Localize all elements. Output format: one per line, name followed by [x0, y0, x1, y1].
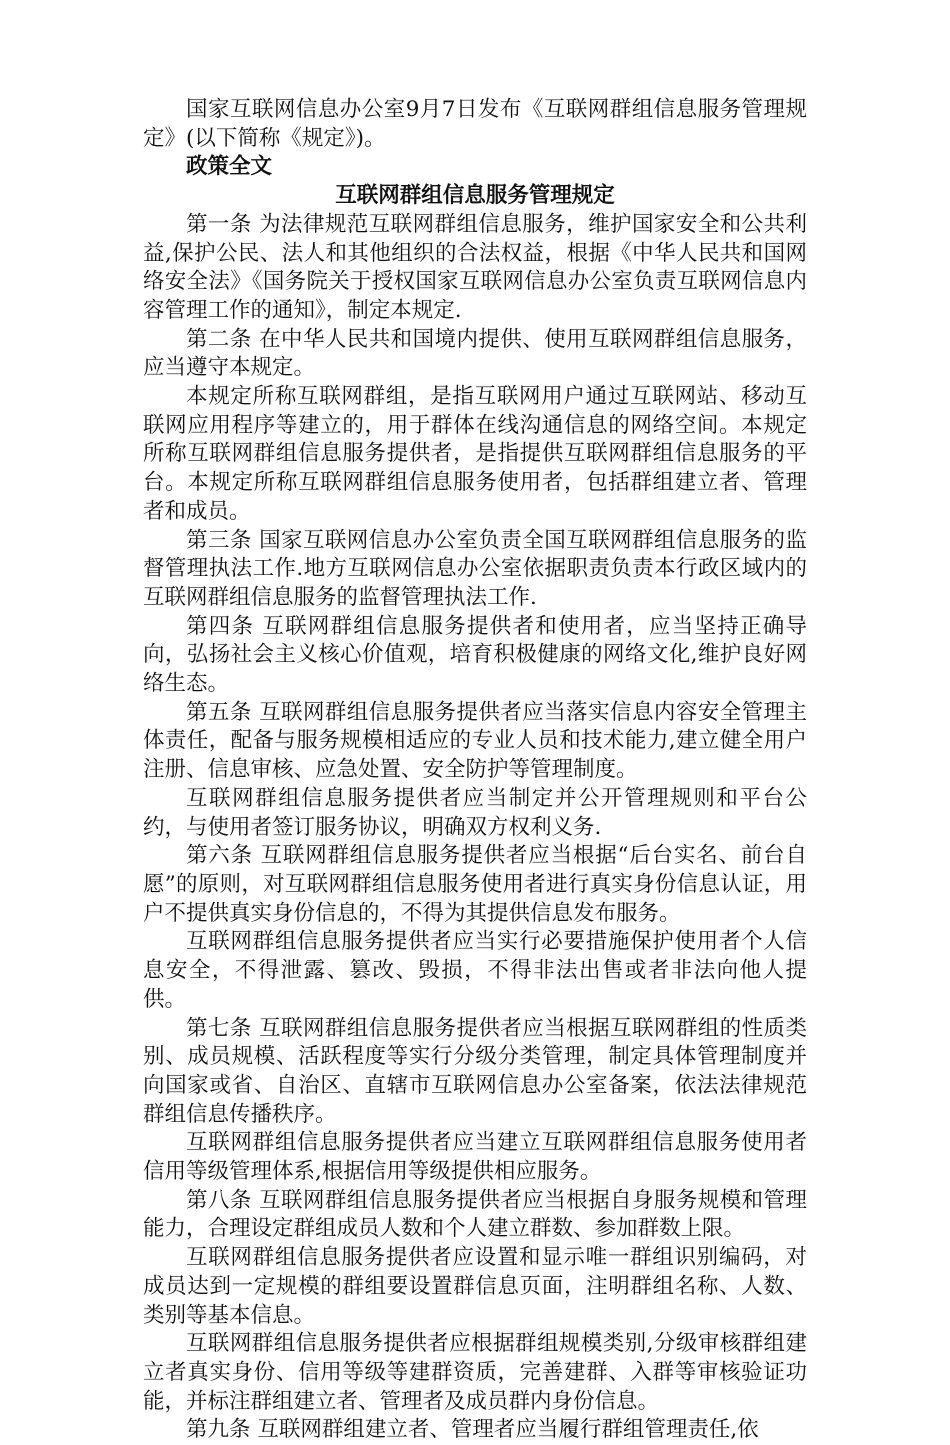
article-6: 第六条 互联网群组信息服务提供者应当根据“后台实名、前台自愿”的原则，对互联网群组信息服务使用者进行真实身份信息认证，用户不提供真实身份信息的，不得为其提供信息发布服务。 [143, 843, 807, 926]
article-3: 第三条 国家互联网信息办公室负责全国互联网群组信息服务的监督管理执法工作.地方互联网信息办公室依据职责负责本行政区域内的互联网群组信息服务的监督管理执法工作. [143, 527, 807, 610]
article-1: 第一条 为法律规范互联网群组信息服务，维护国家安全和公共利益,保护公民、法人和其他组织的合法权益，根据《中华人民共和国网络安全法》《国务院关于授权国家互联网信息办公室负责互联网信息内容管理工作的通知》，制定本规定. [143, 211, 807, 323]
article-8-verification: 互联网群组信息服务提供者应根据群组规模类别,分级审核群组建立者真实身份、信用等级等建群资质，完善建群、入群等审核验证功能，并标注群组建立者、管理者及成员群内身份信息。 [143, 1331, 807, 1414]
document-page [143, 96, 807, 1445]
document-title: 互联网群组信息服务管理规定 [335, 183, 615, 209]
article-2: 第二条 在中华人民共和国境内提供、使用互联网群组信息服务，应当遵守本规定。 [143, 326, 807, 381]
article-9: 第九条 互联网群组建立者、管理者应当履行群组管理责任,依 [186, 1417, 759, 1443]
article-8-group-id: 互联网群组信息服务提供者应设置和显示唯一群组识别编码，对成员达到一定规模的群组要设置群信息页面，注明群组名称、人数、类别等基本信息。 [143, 1245, 807, 1328]
article-4: 第四条 互联网群组信息服务提供者和使用者，应当坚持正确导向，弘扬社会主义核心价值观，培育积极健康的网络文化,维护良好网络生态。 [143, 613, 807, 697]
article-5-rules: 互联网群组信息服务提供者应当制定并公开管理规则和平台公约，与使用者签订服务协议，明确双方权利义务. [143, 785, 807, 840]
section-label: 政策全文 [186, 154, 273, 180]
article-5: 第五条 互联网群组信息服务提供者应当落实信息内容安全管理主体责任，配备与服务规模相适应的专业人员和技术能力,建立健全用户注册、信息审核、应急处置、安全防护等管理制度。 [143, 699, 807, 783]
intro-paragraph: 国家互联网信息办公室9月7日发布《互联网群组信息服务管理规定》(以下简称《规定》)。 [143, 97, 807, 151]
article-8: 第八条 互联网群组信息服务提供者应当根据自身服务规模和管理能力，合理设定群组成员人数和个人建立群数、参加群数上限。 [143, 1187, 807, 1242]
article-6-privacy: 互联网群组信息服务提供者应当实行必要措施保护使用者个人信息安全，不得泄露、篡改、毁损，不得非法出售或者非法向他人提供。 [143, 929, 807, 1012]
article-7-credit: 互联网群组信息服务提供者应当建立互联网群组信息服务使用者信用等级管理体系,根据信用等级提供相应服务。 [143, 1130, 807, 1185]
article-7: 第七条 互联网群组信息服务提供者应当根据互联网群组的性质类别、成员规模、活跃程度等实行分级分类管理，制定具体管理制度并向国家或省、自治区、直辖市互联网信息办公室备案，依法法律规范群组信息传播秩序。 [143, 1015, 807, 1127]
article-2-definition: 本规定所称互联网群组，是指互联网用户通过互联网站、移动互联网应用程序等建立的，用于群体在线沟通信息的网络空间。本规定所称互联网群组信息服务提供者，是指提供互联网群组信息服务的平台。本规定所称互联网群组信息服务使用者，包括群组建立者、管理者和成员。 [143, 384, 807, 524]
